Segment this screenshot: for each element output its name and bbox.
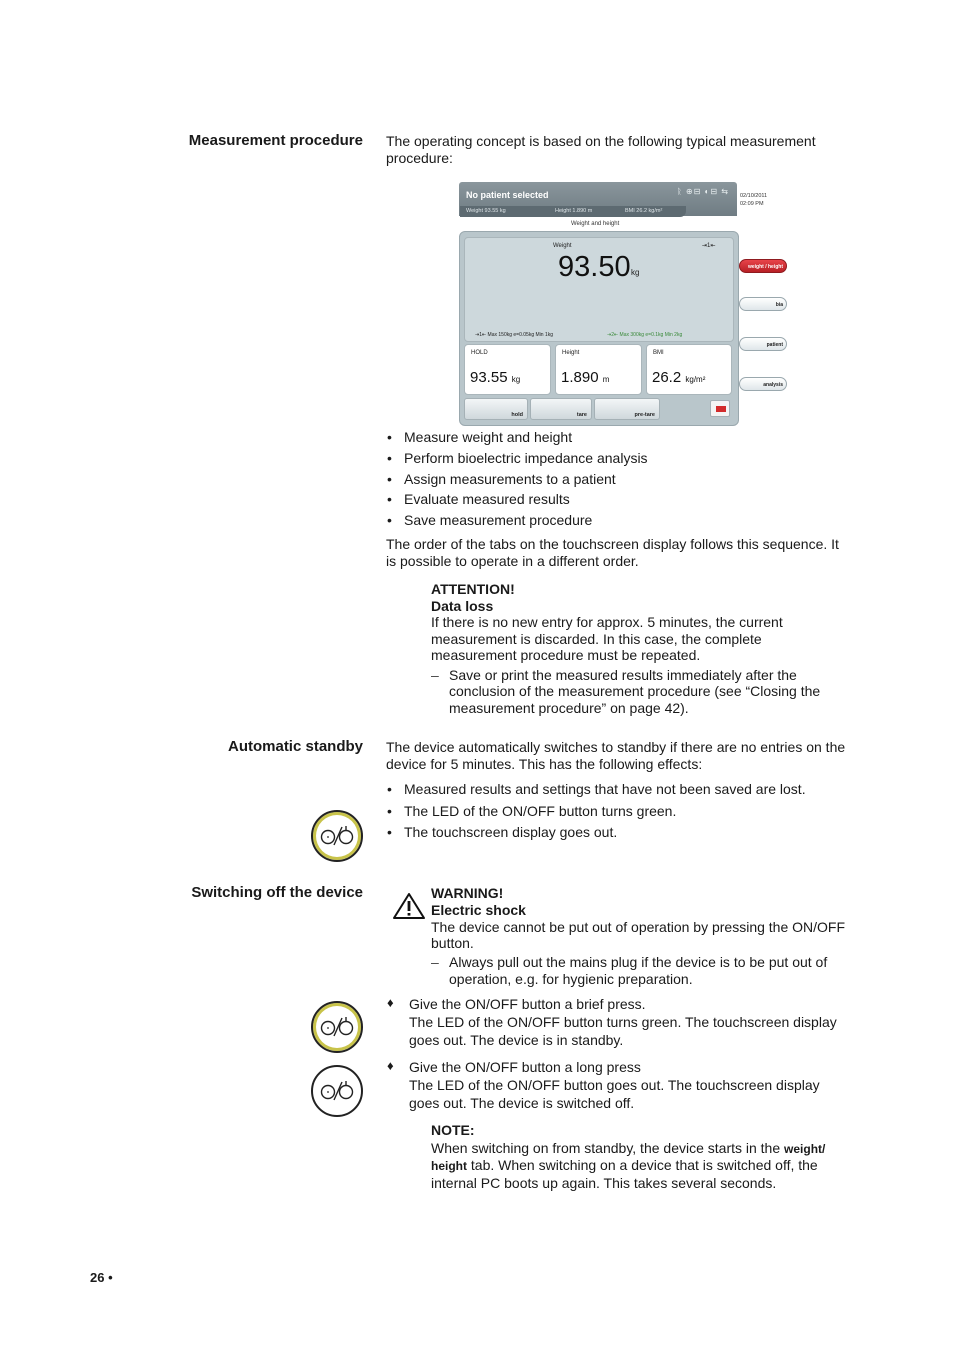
page-number: 26 • <box>90 1270 113 1285</box>
power-button-icon <box>311 1065 363 1117</box>
attention-subtitle: Data loss <box>431 597 494 614</box>
weight-label: Weight <box>553 243 572 249</box>
hold-value: 93.55 kg <box>470 369 521 386</box>
tab-analysis[interactable]: analysis <box>739 377 787 391</box>
power-button-icon <box>311 810 363 862</box>
hold-button[interactable]: hold <box>464 398 528 420</box>
step-long-press: ♦ Give the ON/OFF button a long press The LED of the ON/OFF button goes out. The touchscreen display goes out. The device is switched off. <box>387 1058 820 1111</box>
warning-title: WARNING! <box>431 885 504 901</box>
section-heading-switching-off: Switching off the device <box>191 884 363 901</box>
hold-box <box>464 344 551 395</box>
diamond-bullet-icon: ♦ <box>387 995 394 1010</box>
note-block: NOTE: When switching on from standby, the device starts in the weight/ height tab. When switching on a device that is switched off, the internal PC boots up again. This takes several seconds. <box>431 1122 871 1191</box>
screen-header <box>459 182 737 216</box>
step-brief-press: ♦ Give the ON/OFF button a brief press. The LED of the ON/OFF button turns green. The touchscreen display goes out. The device is in standby. <box>387 995 837 1048</box>
pre-tare-button[interactable]: pre-tare <box>594 398 660 420</box>
attention-action: – Save or print the measured results immediately after the conclusion of the measurement procedure (see “Closing the measurement procedure” on page 42). <box>431 667 871 717</box>
summary-height: Height 1.890 m <box>555 208 593 214</box>
power-button-icon <box>311 1001 363 1053</box>
screen-subtitle: Weight and height <box>571 221 620 227</box>
list-item: • Save measurement procedure <box>386 512 866 533</box>
print-icon[interactable] <box>710 400 730 417</box>
weight-value: 93.50 <box>558 251 631 283</box>
screen-datetime: 02/10/2011 02:09 PM <box>740 193 768 207</box>
range-2-info: ⇥2⇤ Max 300kg e=0.1kg Min 2kg <box>607 332 683 338</box>
warning-subtitle: Electric shock <box>431 902 526 918</box>
tab-patient[interactable]: patient <box>739 337 787 351</box>
height-label: Height <box>562 350 580 356</box>
tab-weight-height[interactable]: weight / height <box>739 259 787 273</box>
bmi-box <box>646 344 732 395</box>
screen-summary-bar <box>460 206 686 217</box>
measurement-bullets <box>386 429 866 533</box>
section-heading-standby: Automatic standby <box>227 738 363 755</box>
tab-bia[interactable]: bia <box>739 297 787 311</box>
section-heading-measurement: Measurement procedure <box>188 132 363 149</box>
bmi-label: BMI <box>653 350 664 356</box>
weight-range-indicator: ⇥1⇤ <box>702 243 716 249</box>
attention-block: ATTENTION! Data loss If there is no new entry for approx. 5 minutes, the current measurement is discarded. In this case, the complete measurement procedure must be repeated. – Save or print the measured results immediately after the conclusion of the measurement procedure (see “Closing the measurement procedure” on page 42). <box>431 581 871 716</box>
standby-intro: The device automatically switches to standby if there are no entries on the device for 5 minutes. This has the following effects: <box>386 739 846 772</box>
diamond-bullet-icon: ♦ <box>387 1058 394 1073</box>
hold-label: HOLD <box>471 350 488 356</box>
bmi-value: 26.2 kg/m² <box>652 369 706 386</box>
weight-unit: kg <box>631 268 640 277</box>
warning-triangle-icon <box>392 892 426 924</box>
warning-block: WARNING! Electric shock The device cannot be put out of operation by pressing the ON/OFF button. – Always pull out the mains plug if the device is to be put out of operation, e.g. for hygienic preparation. <box>431 885 871 987</box>
summary-bmi: BMI 26.2 kg/m² <box>625 208 663 214</box>
height-value: 1.890 m <box>561 369 610 386</box>
touchscreen-figure <box>458 181 794 427</box>
order-paragraph: The order of the tabs on the touchscreen display follows this sequence. It is possible to operate in a different order. <box>386 536 839 569</box>
tare-button[interactable]: tare <box>530 398 592 420</box>
measurement-intro: The operating concept is based on the following typical measurement procedure: <box>386 133 816 166</box>
list-item: • The touchscreen display goes out. <box>386 824 866 845</box>
list-item: • Assign measurements to a patient <box>386 471 866 492</box>
list-item: • Perform bioelectric impedance analysis <box>386 450 866 471</box>
summary-weight: Weight 93.55 kg <box>466 208 506 214</box>
list-item: • The LED of the ON/OFF button turns green. <box>386 803 866 824</box>
list-item: • Evaluate measured results <box>386 491 866 512</box>
list-item: • Measure weight and height <box>386 429 866 450</box>
attention-title: ATTENTION! <box>431 581 515 597</box>
note-title: NOTE: <box>431 1122 475 1138</box>
warning-action: – Always pull out the mains plug if the device is to be put out of operation, e.g. for hygienic preparation. <box>431 954 871 987</box>
screen-header-title: No patient selected <box>466 190 549 200</box>
range-1-info: ⇥1⇤ Max 150kg e=0.05kg Min 1kg <box>475 332 554 338</box>
standby-bullets <box>386 781 866 845</box>
status-icons: ᚱ ⊕⊟ ◐⊟ ⇆ <box>676 187 729 196</box>
list-item: • Measured results and settings that have not been saved are lost. <box>386 781 866 803</box>
height-box <box>555 344 642 395</box>
